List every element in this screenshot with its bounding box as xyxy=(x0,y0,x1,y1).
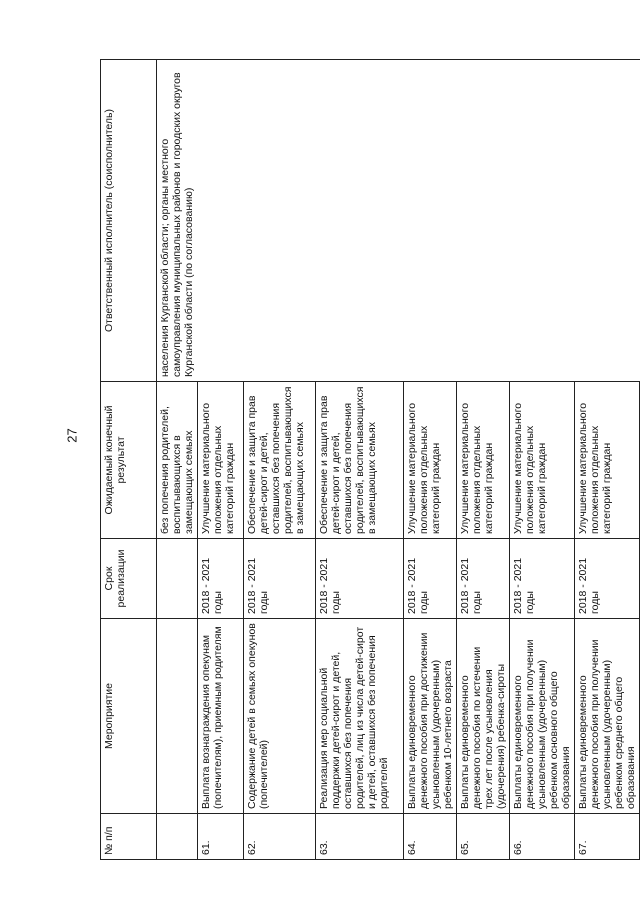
row-event: Выплаты единовременного денежного пособия по истечении трех лет после усыновления (удочерения) ребенка-сироты xyxy=(457,619,510,814)
cont-period xyxy=(157,539,198,619)
row-result: Улучшение материального положения отдельных категорий граждан xyxy=(575,382,640,539)
header-result: Ожидаемый конечный результат xyxy=(101,382,157,539)
row-event: Выплаты единовременного денежного пособия при достижении усыновленным (удочеренным) ребенком 10-летнего возраста xyxy=(404,619,457,814)
cont-event xyxy=(157,619,198,814)
row-period: 2018 - 2021 годы xyxy=(198,539,244,619)
header-event: Мероприятие xyxy=(101,619,157,814)
header-executor: Ответственный исполнитель (соисполнитель) xyxy=(101,60,157,382)
row-period: 2018 - 2021 годы xyxy=(244,539,316,619)
rotated-table-frame xyxy=(100,60,637,860)
row-period: 2018 - 2021 годы xyxy=(316,539,404,619)
row-num: 63. xyxy=(316,814,404,860)
row-period: 2018 - 2021 годы xyxy=(404,539,457,619)
row-result: Обеспечение и защита прав детей-сирот и детей, оставшихся без попечения родителей, воспитывающихся в замещающих семьях xyxy=(244,382,316,539)
row-event: Содержание детей в семьях опекунов (попечителей) xyxy=(244,619,316,814)
row-num: 61. xyxy=(198,814,244,860)
row-period: 2018 - 2021 годы xyxy=(575,539,640,619)
row-num: 62. xyxy=(244,814,316,860)
cont-result: без попечения родителей, воспитывающихся в замещающих семьях xyxy=(157,382,198,539)
row-num: 67. xyxy=(575,814,640,860)
header-period: Срок реализации xyxy=(101,539,157,619)
row-result: Обеспечение и защита прав детей-сирот и детей, оставшихся без попечения родителей, воспитывающихся в замещающих семьях xyxy=(316,382,404,539)
row-result: Улучшение материального положения отдельных категорий граждан xyxy=(404,382,457,539)
row-num: 65. xyxy=(457,814,510,860)
header-num: № п/п xyxy=(101,814,157,860)
continuation-row xyxy=(157,60,198,860)
page-number: 27 xyxy=(64,428,80,443)
row-event: Выплата вознаграждения опекунам (попечителям), приемным родителям xyxy=(198,619,244,814)
measures-table xyxy=(100,59,640,860)
row-event: Выплаты единовременного денежного пособия при получении усыновленным (удочеренным) ребенком среднего общего образования xyxy=(575,619,640,814)
cont-executor: населения Курганской области; органы местного самоуправления муниципальных районов и городских округов Курганской области (по согласованию) xyxy=(157,60,640,382)
row-num: 64. xyxy=(404,814,457,860)
row-period: 2018 - 2021 годы xyxy=(510,539,575,619)
row-num: 66. xyxy=(510,814,575,860)
row-result: Улучшение материального положения отдельных категорий граждан xyxy=(457,382,510,539)
row-period: 2018 - 2021 годы xyxy=(457,539,510,619)
row-result: Улучшение материального положения отдельных категорий граждан xyxy=(198,382,244,539)
cont-num xyxy=(157,814,198,860)
row-event: Реализация мер социальной поддержки детей-сирот и детей, оставшихся без попечения родителей, лиц из числа детей-сирот и детей, оставшихся без попечения родителей xyxy=(316,619,404,814)
table-header-row xyxy=(101,60,157,860)
row-result: Улучшение материального положения отдельных категорий граждан xyxy=(510,382,575,539)
row-event: Выплаты единовременного денежного пособия при получении усыновленным (удочеренным) ребенком основного общего образования xyxy=(510,619,575,814)
